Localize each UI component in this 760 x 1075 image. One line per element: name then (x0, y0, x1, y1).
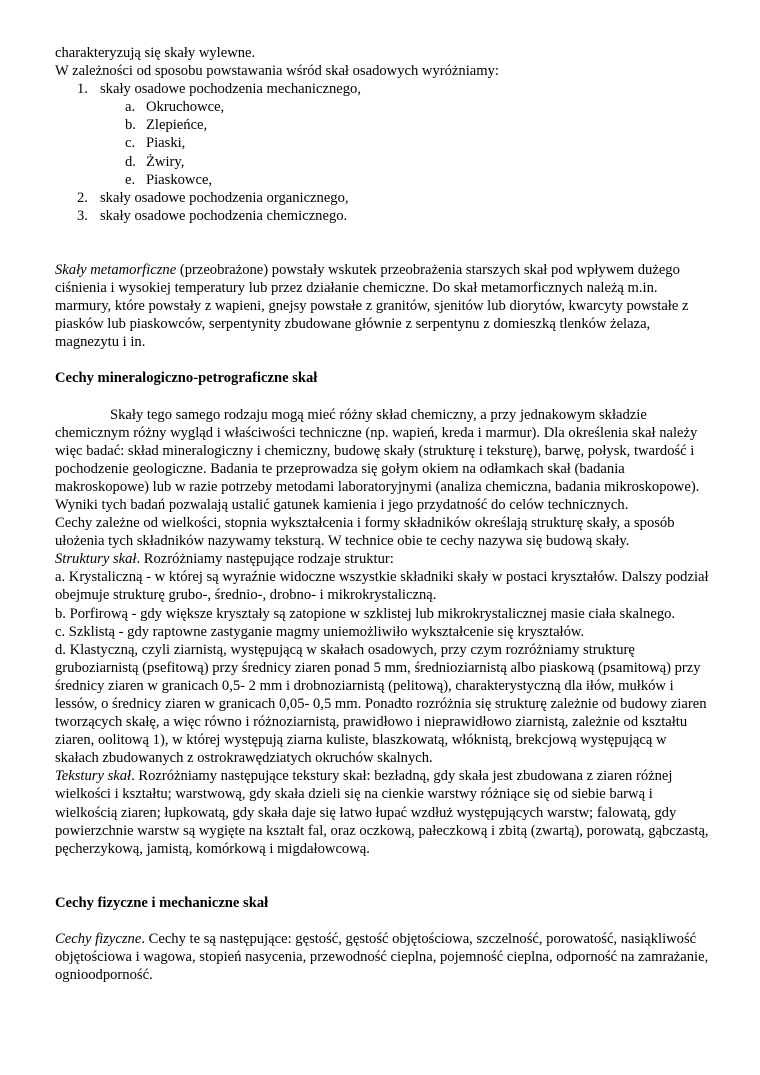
list-marker: 1. (77, 81, 88, 98)
list-item-text: Żwiry, (146, 153, 185, 170)
list-item (55, 116, 710, 134)
list-marker: a. (125, 99, 136, 116)
spacer (55, 858, 710, 894)
intro-line-2: W zależności od sposobu powstawania wśród skał osadowych wyróżniamy: (55, 63, 499, 80)
list-item-text: skały osadowe pochodzenia chemicznego. (100, 207, 348, 224)
list-item-text: Piaski, (146, 135, 186, 152)
list-marker: c. (125, 135, 136, 152)
section-heading-physical: Cechy fizyczne i mechaniczne skał (55, 894, 269, 911)
structure-a: a. Krystaliczną - w której są wyraźnie widoczne wszystkie składniki skały w postaci kryształów. Dalszy podział obejmuje strukturę grubo-, średnio-, drobno- i mikrokrystaliczną. (55, 569, 709, 604)
textures-paragraph (55, 767, 710, 857)
physical-text: . Cechy te są następujące: gęstość, gęstość objętościowa, szczelność, porowatość, nasiąkliwość objętościowa i wagowa, stopień nasycenia, przewodność cieplna, pojemność cieplna, odporność na zamrażanie, ognioodporność. (55, 930, 709, 984)
list-item-text: Okruchowce, (146, 99, 225, 116)
spacer (55, 388, 710, 406)
list-item (55, 134, 710, 152)
structure-d: d. Klastyczną, czyli ziarnistą, występującą w skałach osadowych, przy czym rozróżniamy strukturę gruboziarnistą (psefitową) przy średnicy ziaren ponad 5 mm, średnioziarnistą albo piaskową (psamitową) przy średnicy ziaren w granicach 0,5- 2 mm i drobnoziarnistą (pelitową), charakterystyczną dla iłów, mułków i lessów, o średnicy ziaren w granicach 0,05- 0,5 mm. Ponadto rozróżnia się strukturę zależnie od budowy ziaren tworzących skałę, a więc równo i różnoziarnistą, prawidłowo i nieprawidłowo ziarnistą, zależnie od kształtu ziaren, oolitową 1), w której występują ziarna kuliste, blaszkowatą, włóknistą, brekcjową występującą w skałach zbudowanych z ostrokrawędziatych okruchów skalnych. (55, 641, 707, 767)
structures-term: Struktury skał (55, 551, 137, 568)
intro-line-1: charakteryzują się skały wylewne. (55, 45, 256, 61)
physical-paragraph (55, 930, 710, 984)
mineralogical-paragraph-2: Cechy zależne od wielkości, stopnia wykształcenia i formy składników określają strukturę skały, a sposób ułożenia tych składników nazywamy teksturą. W technice obie te cechy nazywa się budową skały. (55, 515, 675, 550)
metamorphic-paragraph (55, 261, 710, 351)
list-item-text: Zlepieńce, (146, 117, 208, 134)
document-page (55, 44, 710, 984)
sedimentary-list (55, 80, 710, 225)
spacer (55, 912, 710, 930)
list-marker: b. (125, 117, 136, 134)
list-item (55, 98, 710, 116)
physical-term: Cechy fizyczne (55, 930, 142, 947)
list-item (55, 80, 710, 189)
list-marker: d. (125, 153, 136, 170)
list-item (55, 153, 710, 171)
spacer (55, 225, 710, 261)
list-marker: e. (125, 171, 136, 188)
list-item (55, 207, 710, 225)
structure-c: c. Szklistą - gdy raptowne zastyganie magmy uniemożliwiło wykształcenie się kryształów. (55, 623, 585, 640)
metamorphic-term: Skały metamorficzne (55, 261, 177, 278)
list-marker: 2. (77, 189, 88, 206)
structures-text: . Rozróżniamy następujące rodzaje struktur: (136, 551, 394, 568)
textures-text: . Rozróżniamy następujące tekstury skał: bezładną, gdy skała jest zbudowana z ziaren różnej wielkości i kształtu; warstwową, gdy skała dzieli się na cienkie warstwy różniące się od siebie barwą i wielkością ziaren; łupkowatą, gdy skała daje się łatwo łupać wzdłuż występujących warstw; falowatą, gdy powierzchnie warstw są wygięte na kształt fal, oraz oczkową, pałeczkową i zbitą (zwartą), porowatą, gąbczastą, pęcherzykową, jamistą, komórkową i migdałowcową. (55, 768, 709, 857)
mechanical-sublist (55, 98, 710, 188)
list-item (55, 189, 710, 207)
list-item (55, 171, 710, 189)
list-item-text: Piaskowce, (146, 171, 213, 188)
list-item-text: skały osadowe pochodzenia organicznego, (100, 189, 349, 206)
structures-intro (55, 550, 710, 568)
metamorphic-text: (przeobrażone) powstały wskutek przeobrażenia starszych skał pod wpływem dużego ciśnienia i wysokiej temperatury lub przez działanie chemiczne. Do skał metamorficznych należą m.in. marmury, które powstały z wapieni, gnejsy powstałe z granitów, sjenitów lub diorytów, kwarcyty powstałe z piasków lub piaskowców, serpentynity zbudowane głównie z serpentynu z domieszką tlenków żelaza, magnezytu i in. (55, 261, 689, 351)
structure-b: b. Porfirową - gdy większe kryształy są zatopione w szklistej lub mikrokrystalicznej masie ciała skalnego. (55, 605, 676, 622)
section-heading-mineralogical: Cechy mineralogiczno-petrograficzne skał (55, 370, 318, 387)
list-marker: 3. (77, 207, 88, 224)
spacer (55, 351, 710, 369)
mineralogical-paragraph-1: Skały tego samego rodzaju mogą mieć różny skład chemiczny, a przy jednakowym składzie chemicznym różny wygląd i właściwości techniczne (np. wapień, kreda i marmur). Dla określenia skał należy więc badać: skład mineralogiczny i chemiczny, budowę skały (strukturę i teksturę), barwę, połysk, twardość i pochodzenie geologiczne. Badania te przeprowadza się gołym okiem na odłamkach skał (badania makroskopowe) lub w razie potrzeby metodami laboratoryjnymi (analiza chemiczna, badania mikroskopowe). Wyniki tych badań pozwalają ustalić gatunek kamienia i jego przydatność do celów technicznych. (55, 406, 700, 513)
list-item-text: skały osadowe pochodzenia mechanicznego, (100, 81, 361, 98)
textures-term: Tekstury skał (55, 768, 132, 785)
